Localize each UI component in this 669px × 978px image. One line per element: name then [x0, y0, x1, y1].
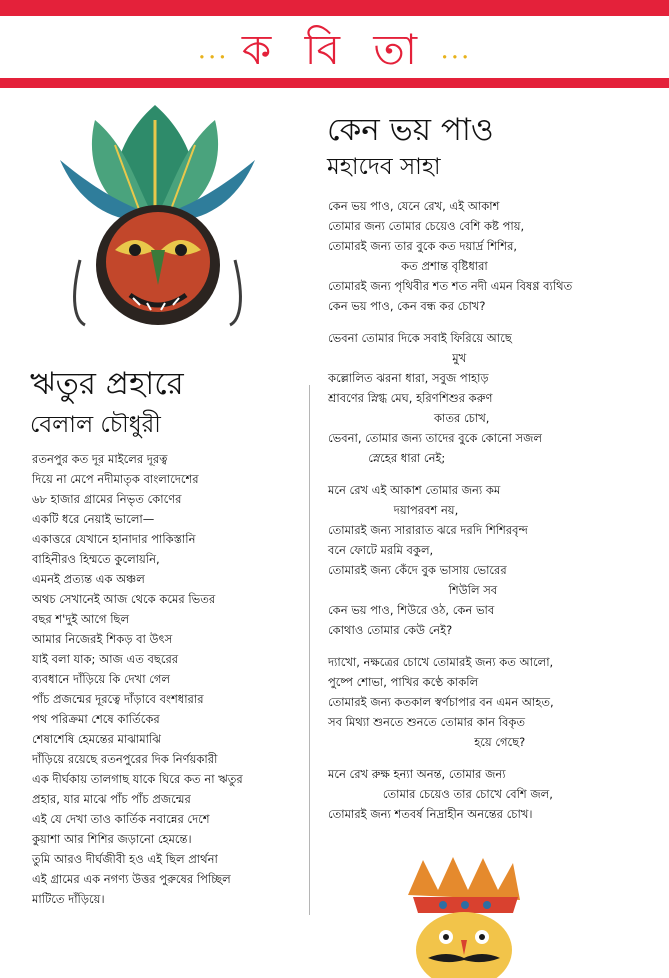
- column-divider: [309, 385, 310, 915]
- left-poem-body: [32, 449, 243, 909]
- dots-left: ...: [197, 35, 229, 65]
- left-poem-line: পাঁচ প্রজন্মের দূরত্বে দাঁড়াবে বংশধারার: [32, 692, 204, 706]
- left-poem-line: মাটিতে দাঁড়িয়ে।: [32, 892, 105, 906]
- right-poem-line: তোমারই জন্য তার বুকে কত দয়ার্দ্র শিশির,: [328, 239, 518, 253]
- stanza-gap: [328, 316, 572, 328]
- right-poem-body: [328, 196, 572, 824]
- left-poem-line: একটি ধরে নেয়াই ভালো—: [32, 512, 155, 526]
- left-poem-line: যাই বলা যাক; আজ এত বছরের: [32, 652, 179, 666]
- left-poem-line: দাঁড়িয়ে রয়েছে রতনপুরের দিক নির্ণয়কারী: [32, 752, 218, 766]
- left-poem-line: বাহিনীরও হিম্মতে কুলোয়নি,: [32, 552, 160, 566]
- right-poem-line: হয়ে গেছে?: [328, 735, 526, 749]
- left-poem-line: এই গ্রামের এক নগণ্য উত্তর পুরুষের পিচ্ছিল: [32, 872, 231, 886]
- left-poem-line: ব্যবধানে দাঁড়িয়ে কি দেখা গেল: [32, 672, 170, 686]
- right-poem-line: দ্যাখো, নক্ষত্রের চোখে তোমারই জন্য কত আলো,: [328, 655, 554, 669]
- right-poem-line: তোমারই জন্য শতবর্ষ নিদ্রাহীন অনন্তের চোখ।: [328, 807, 533, 821]
- right-poem-line: স্নেহের ধারা নেই;: [328, 451, 446, 465]
- section-title-text: ক বি তা: [241, 25, 428, 74]
- right-poem-line: মনে রেখ এই আকাশ তোমার জন্য কম: [328, 483, 501, 497]
- right-poem-line: তোমারই জন্য পৃথিবীর শত শত নদী এমন বিষণ্ণ ব্যথিত: [328, 279, 573, 293]
- left-poem-line: প্রহার, যার মাঝে পাঁচ পাঁচ প্রজন্মের: [32, 792, 191, 806]
- right-poem-line: তোমার জন্য তোমার চেয়েও বেশি কষ্ট পায়,: [328, 219, 525, 233]
- right-poem-line: কল্লোলিত ঝরনা ধারা, সবুজ পাহাড়: [328, 371, 489, 385]
- right-poem-line: বনে ফোটে মরমি বকুল,: [328, 543, 434, 557]
- stanza-gap: [328, 640, 572, 652]
- right-poem-line: তোমারই জন্য সারারাত ঝরে দরদি শিশিরবৃন্দ: [328, 523, 528, 537]
- right-poem-line: তোমার চেয়েও তার চোখে বেশি জল,: [328, 787, 553, 801]
- right-poem-line: দয়াপরবশ নয়,: [328, 503, 459, 517]
- right-poem-author: মহাদেব সাহা: [327, 154, 441, 180]
- right-poem-line: কেন ভয় পাও, শিউরে ওঠ, কেন ভাব: [328, 603, 495, 617]
- stanza-gap: [328, 752, 572, 764]
- right-poem-line: ভেবনা, তোমার জন্য তাদের বুকে কোনো সজল: [328, 431, 542, 445]
- right-poem-line: মনে রেখ রুক্ষ হন্যা অনন্ত, তোমার জন্য: [328, 767, 506, 781]
- right-poem-line: ভেবনা তোমার দিকে সবাই ফিরিয়ে আছে: [328, 331, 512, 345]
- left-poem-line: অথচ সেখানেই আজ থেকে কমের ভিতর: [32, 592, 216, 606]
- left-poem-line: এমনই প্রত্যন্ত এক অঞ্চল: [32, 572, 145, 586]
- left-poem-line: আমার নিজেরই শিকড় বা উৎস: [32, 632, 173, 646]
- right-poem-line: কাতর চোখ,: [328, 411, 490, 425]
- right-poem-line: শিউলি সব: [328, 583, 498, 597]
- left-poem-line: ৬৮ হাজার গ্রামের নিভৃত কোণের: [32, 492, 182, 506]
- right-poem-line: সব মিথ্যা শুনতে শুনতে তোমার কান বিকৃত: [328, 715, 526, 729]
- left-poem-author: বেলাল চৌধুরী: [30, 412, 161, 438]
- left-poem-title: ঋতুর প্রহারে: [30, 366, 184, 402]
- left-poem-line: এক দীর্ঘকায় তালগাছ যাকে ঘিরে কত না ঋতুর: [32, 772, 243, 786]
- right-poem-line: কেন ভয় পাও, যেনে রেখ, এই আকাশ: [328, 199, 500, 213]
- left-poem-line: রতনপুর কত দূর মাইলের দূরত্ব: [32, 452, 168, 466]
- left-poem-line: পথ পরিক্রমা শেষে কার্তিকের: [32, 712, 160, 726]
- right-poem-line: কোথাও তোমার কেউ নেই?: [328, 623, 453, 637]
- left-poem-line: এই যে দেখা তাও কার্তিক নবান্নের দেশে: [32, 812, 210, 826]
- king-mask-illustration: [398, 855, 528, 978]
- left-poem-line: একাত্তরে যেখানে হানাদার পাকিস্তানি: [32, 532, 196, 546]
- right-poem-line: পুষ্পে শোভা, পাখির কণ্ঠে কাকলি: [328, 675, 479, 689]
- left-poem-line: শেষাশেষি হেমন্তের মাঝামাঝি: [32, 732, 161, 746]
- left-poem-line: বছর শ'দুই আগে ছিল: [32, 612, 130, 626]
- right-poem-line: কত প্রশান্ত বৃষ্টিধারা: [328, 259, 488, 273]
- folk-mask-illustration: [55, 100, 260, 330]
- right-poem-line: কেন ভয় পাও, কেন বন্ধ কর চোখ?: [328, 299, 486, 313]
- right-poem-line: তোমারই জন্য কতকাল স্বর্ণচাপার বন এমন আহত,: [328, 695, 554, 709]
- stanza-gap: [328, 468, 572, 480]
- right-poem-line: তোমারই জন্য কেঁদে বুক ভাসায় ভোরের: [328, 563, 507, 577]
- left-poem-line: দিয়ে না মেপে নদীমাতৃক বাংলাদেশের: [32, 472, 199, 486]
- right-poem-line: শ্রাবণের স্নিগ্ধ মেঘ, হরিণশিশুর করুণ: [328, 391, 493, 405]
- right-poem-title: কেন ভয় পাও: [327, 112, 494, 148]
- right-poem-line: মুখ: [328, 351, 467, 365]
- section-title: [0, 16, 669, 78]
- left-poem-line: কুয়াশা আর শিশির জড়ানো হেমন্তে।: [32, 832, 192, 846]
- left-poem-line: তুমি আরও দীর্ঘজীবী হও এই ছিল প্রার্থনা: [32, 852, 218, 866]
- dots-right: ...: [440, 35, 472, 65]
